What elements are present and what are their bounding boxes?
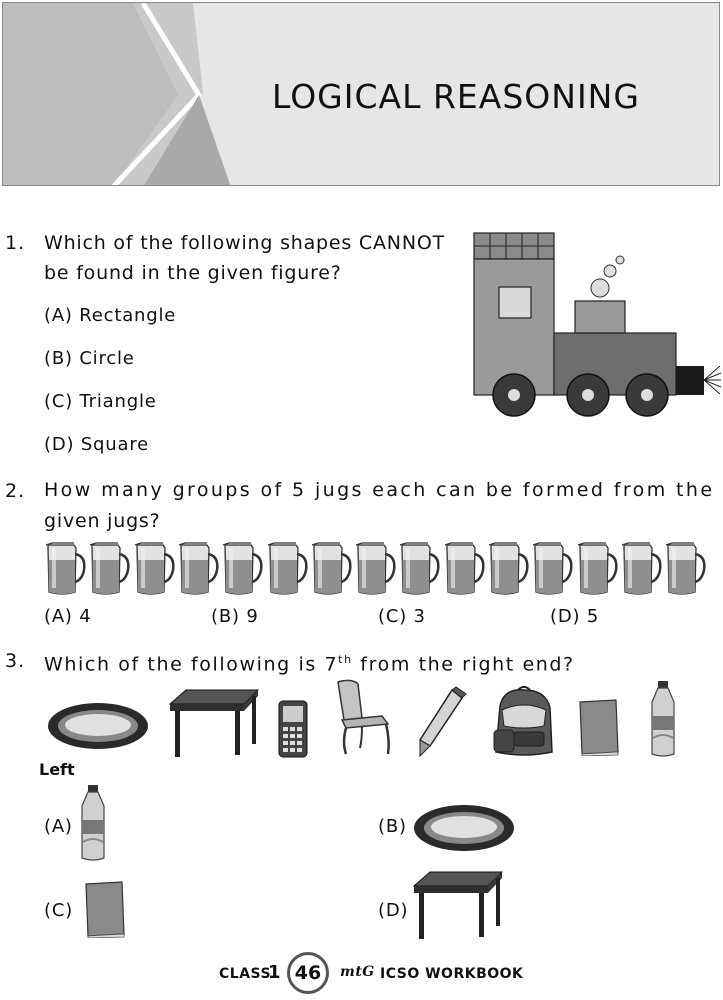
plate-icon xyxy=(46,700,150,752)
table-icon[interactable] xyxy=(412,868,504,940)
header-banner xyxy=(2,2,720,186)
footer-workbook-label: ICSO WORKBOOK xyxy=(380,966,524,982)
jug-icon xyxy=(44,542,86,596)
brand-logo: mtG xyxy=(340,964,375,980)
jug-icon xyxy=(620,542,662,596)
book-icon[interactable] xyxy=(82,880,126,938)
question-2-option-d[interactable]: (D) 5 xyxy=(550,606,600,627)
question-3-option-c-label[interactable]: (C) xyxy=(44,900,74,921)
jug-row xyxy=(44,542,714,598)
page-number: 46 xyxy=(287,952,329,994)
water-bottle-icon xyxy=(648,680,678,758)
table-icon xyxy=(168,686,260,758)
train-icon xyxy=(470,228,722,420)
jug-icon xyxy=(133,542,175,596)
plate-icon[interactable] xyxy=(412,802,516,854)
question-1-option-a[interactable]: (A) Rectangle xyxy=(44,305,177,326)
jug-icon xyxy=(398,542,440,596)
jug-icon xyxy=(443,542,485,596)
question-1-option-b[interactable]: (B) Circle xyxy=(44,348,135,369)
question-3-option-b-label[interactable]: (B) xyxy=(378,816,407,837)
question-1-text-line1: Which of the following shapes CANNOT xyxy=(44,232,445,254)
jug-icon xyxy=(354,542,396,596)
water-bottle-icon[interactable] xyxy=(78,784,108,862)
jug-icon xyxy=(266,542,308,596)
question-3-text-end: from the right end? xyxy=(352,653,575,676)
book-icon xyxy=(576,698,620,756)
jug-icon xyxy=(664,542,706,596)
question-2-option-a[interactable]: (A) 4 xyxy=(44,606,92,627)
jug-icon xyxy=(221,542,263,596)
question-3-number: 3. xyxy=(5,650,26,672)
question-1-number: 1. xyxy=(5,232,26,254)
question-2-option-b[interactable]: (B) 9 xyxy=(211,606,259,627)
question-3-text xyxy=(44,645,575,679)
question-1-text-line2: be found in the given figure? xyxy=(44,262,342,284)
question-3-option-a-label[interactable]: (A) xyxy=(44,816,73,837)
question-1-option-c[interactable]: (C) Triangle xyxy=(44,391,157,412)
jug-icon xyxy=(310,542,352,596)
mobile-phone-icon xyxy=(278,700,308,758)
question-3-option-d-label[interactable]: (D) xyxy=(378,900,409,921)
pencil-icon xyxy=(416,686,468,758)
jug-icon xyxy=(487,542,529,596)
left-end-label: Left xyxy=(39,760,75,779)
question-2-number: 2. xyxy=(5,480,26,502)
question-3-text-start: Which of the following is 7 xyxy=(44,653,339,676)
question-1-option-d[interactable]: (D) Square xyxy=(44,434,149,455)
footer-class-number: 1 xyxy=(268,962,282,983)
footer-class-label: CLASS xyxy=(219,966,272,982)
jug-icon xyxy=(531,542,573,596)
chair-icon xyxy=(332,678,396,758)
question-2-text-line1: How many groups of 5 jugs each can be formed from the xyxy=(44,479,715,501)
question-2-text-line2: given jugs? xyxy=(44,510,161,532)
page-title: LOGICAL REASONING xyxy=(272,77,640,116)
jug-icon xyxy=(177,542,219,596)
question-3-ordinal-suffix: th xyxy=(338,653,353,666)
jug-icon xyxy=(576,542,618,596)
question-2-option-c[interactable]: (C) 3 xyxy=(378,606,426,627)
backpack-icon xyxy=(488,686,560,758)
jug-icon xyxy=(88,542,130,596)
